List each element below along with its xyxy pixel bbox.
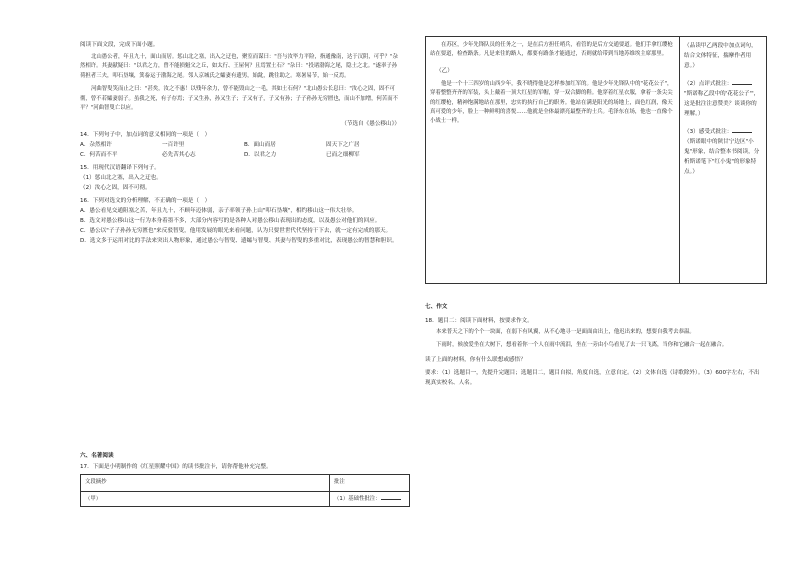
card-paragraph: 在苏区，少年先锋队员的任务之一，是在后方担任哨兵，看管的是后方交通要道。他们手拿红缨枪站在要道，检查路条。凡是来往的路人，都要有路条才能通过，否则就给带到当地苏维埃主席那里。 [430,42,673,58]
section-six-heading: 六、名著阅读 [80,453,114,459]
question-16: 16．下列对选文的分析理解，不正确的一项是（ ） [80,198,211,205]
q14-options [80,140,400,160]
q14-option: 固天下之广居 [326,142,360,149]
table-cell: （1）基础性批注： [330,492,410,507]
q14-option: 一百许里 [162,142,185,149]
table-cell: （甲） [81,492,330,507]
card-divider [679,37,680,283]
question-15: 15．用现代汉语翻译下列句子。 [80,165,160,172]
q14-option: D．以君之力 [244,152,277,159]
q14-option: C．何苦而不平 [80,152,118,159]
q14-option: B．面山而居 [244,142,276,149]
q14-option: 必先苦其心志 [162,152,196,159]
card-label-yi: （乙） [436,67,453,74]
reading-intro: 阅读下面文段，完成下面小题。 [80,42,159,48]
reading-card-box [425,36,767,284]
question-14: 14．下列句子中，加点词的意义相同的一项是（ ） [80,132,211,139]
q16-option: D．选文多于运用对比的手法来突出人物形象，通过愚公与智叟、遗孀与智叟、其妻与智叟的多重对比，表现愚公的智慧和胆识。 [80,238,398,245]
note-text: （斯诺眼中的陕甘宁边区"小鬼"形象，结合整本书阅读，分析斯诺笔下"红小鬼"的形象特点。） [684,139,760,175]
passage-paragraph: 河曲智叟笑而止之曰："甚矣，汝之不惠！以残年余力，曾不能毁山之一毛，其如土石何？"北山愚公长息曰："汝心之固，固不可彻，曾不若孀妻弱子。虽我之死，有子存焉；子又生孙，孙又生子；子又有子，子又有孙；子子孙孙无穷匮也，而山不加增，何苦而不平？"河曲智叟亡以应。 [80,86,399,112]
q14-option: 已而之细柳军 [326,152,360,159]
table-header: 批注 [330,475,410,492]
q16-option: C．愚公以"子子孙孙无穷匮也"来反驳智叟，他用发展的眼光来看问题，认为只要世世代代坚持干下去，就一定有完成的那天。 [80,228,392,235]
passage-paragraph: 北山愚公者，年且九十，面山而居。惩山北之塞，出入之迂也，聚室而谋曰："吾与汝毕力平险，指通豫南，达于汉阴，可乎？"杂然相许。其妻献疑曰："以君之力，曾不能损魁父之丘，如太行、王屋何？且焉置土石？"杂曰："投诸渤海之尾，隐土之北。"遂率子孙荷担者三夫，叩石垦壤，箕畚运于渤海之尾。邻人京城氏之孀妻有遗男，始龀，跳往助之。寒暑易节，始一反焉。 [80,54,398,79]
material-paragraph: 下雨时，候放爱坐在大树下，想看着你一个人在雨中流泪，坐在一旁由小鸟看见了去一只飞离，当你和它融合一起在融合。 [436,342,728,349]
question-18: 18．题目二：阅读下面材料，按要求作文。 [425,318,533,324]
writing-prompt: 读了上面的材料，你有什么联想或感悟？ [425,356,526,363]
section-seven-heading: 七、作文 [425,304,448,310]
blank-line [732,127,752,133]
q16-option: A．愚公看见交通阻塞之苦，年且九十，不顾年迈体弱，亲子率领子孙上山"叩石垦壤"，相约移山这一伟大壮举。 [80,208,358,215]
card-passage [430,41,674,127]
material-paragraph: 本来普天之下的个个一块面，在弱下有风翼，从不心地寻一是面面由出上，他迟出来的，想要自我考去恭温。 [436,329,695,335]
card-paragraph: 他是一个十三四岁的山西少年，我不晓得他是怎样参加红军的。他是少年先锋队中的"花花公子"，穿着整整齐齐的军装，头上戴着一顶大红星的军帽，穿一双合脚的鞋。他穿着红星衣服，拿着一条尖尖的红缨枪，精神饱满地站在那里，忠实的执行自己的职务。他站在满是阳光的场地上，面色红润，像天真可爱的少年，脸上一种鲜明的喜悦……他就是全体最漂亮最整齐的士兵。毛泽东在场，他也一直像个小战士一样。 [430,80,673,125]
blank-line [732,79,752,85]
note-text: "斯诺称乙段中的'花花公子'"，这是批注注意赞美？谈谈你的理解。） [684,91,760,117]
note-title: （2）点评式批注： [684,79,762,89]
q16-option: B．选文对愚公移山这一行为本身着墨不多，大部分内容写的是各种人对愚公移山表现出的态度，以及愚公对他们的回应。 [80,218,381,225]
q15-item: （2）汝心之固，固不可彻。 [80,185,151,192]
left-column [80,40,400,246]
blank-line [381,494,401,500]
passage-source: （节选自《愚公移山》） [341,121,400,128]
q14-option: A．杂然相许 [80,142,112,149]
writing-section [425,302,765,388]
card-notes [684,41,762,177]
question-17: 17．下面是小明制作的《红星照耀中国》的读书批注卡，请你帮他补充完整。 [80,464,272,470]
note-text: （品读甲乙两段中加点词句，结合文体特征，揣摩作者用意。） [684,43,757,69]
annotation-card-table [80,474,410,507]
q15-item: （1）惩山北之塞，出入之迂也。 [80,175,162,182]
table-header: 文段摘抄 [81,475,330,492]
note-title: （3）感受式批注： [684,127,762,137]
writing-requirements: 要求：（1）选题目一，先提升完题目；选题目二，题目自拟，角度自选，立意自定。（2）文体自选（诗歌除外）。（3）600字左右，不出现真实校名、人名。 [425,369,760,386]
